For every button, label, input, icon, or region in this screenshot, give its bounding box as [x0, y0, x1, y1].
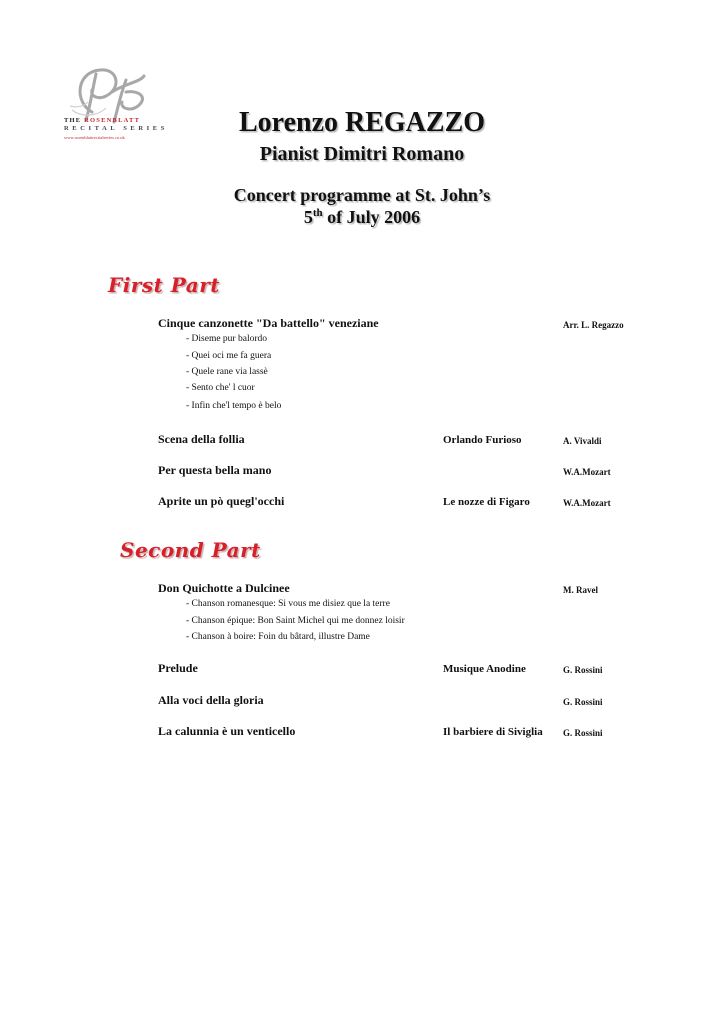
composer: G. Rossini — [563, 665, 603, 675]
composer: W.A.Mozart — [563, 498, 611, 508]
composer: M. Ravel — [563, 585, 598, 595]
first-part-heading: First Part — [108, 273, 221, 297]
concert-date: 5th of July 2006 — [303, 207, 421, 227]
song-subitem: - Infin che'l tempo è belo — [186, 401, 282, 411]
logo-text-recital-series: RECITAL SERIES — [64, 125, 168, 132]
opera-title: Musique Anodine — [443, 663, 526, 675]
composer: W.A.Mozart — [563, 467, 611, 477]
song-subitem: - Sento che' l cuor — [186, 383, 255, 393]
page-subtitle: Pianist Dimitri Romano — [259, 143, 465, 165]
work-title: Alla voci della gloria — [158, 693, 264, 707]
work-title: Aprite un pò quegl'occhi — [158, 494, 285, 508]
composer: G. Rossini — [563, 697, 603, 707]
logo-url: www.rosenblattrecitalseries.co.uk — [64, 135, 125, 140]
work-title: La calunnia è un venticello — [158, 724, 296, 738]
opera-title: Il barbiere di Siviglia — [443, 726, 543, 738]
song-subitem: - Quele rane via lassè — [186, 367, 268, 377]
work-title: Don Quichotte a Dulcinee — [158, 581, 290, 595]
opera-title: Le nozze di Figaro — [443, 496, 530, 508]
song-subitem: - Diseme pur balordo — [186, 334, 267, 344]
composer: Arr. L. Regazzo — [563, 320, 624, 330]
work-title: Per questa bella mano — [158, 463, 272, 477]
song-subitem: - Quei oci me fa guera — [186, 351, 272, 361]
page-title: Lorenzo REGAZZO — [238, 107, 486, 138]
composer: A. Vivaldi — [563, 436, 602, 446]
opera-title: Orlando Furioso — [443, 434, 522, 446]
song-subitem: - Chanson épique: Bon Saint Michel qui me donnez loisir — [186, 616, 405, 626]
work-title: Prelude — [158, 661, 198, 675]
logo-text-the: THE ROSENBLATT — [64, 117, 141, 124]
work-title: Scena della follia — [158, 432, 245, 446]
song-subitem: - Chanson romanesque: Si vous me disiez que la terre — [186, 599, 390, 609]
song-subitem: - Chanson à boire: Foin du bâtard, illustre Dame — [186, 632, 370, 642]
composer: G. Rossini — [563, 728, 603, 738]
concert-line: Concert programme at St. John’s — [233, 185, 491, 205]
work-title: Cinque canzonette "Da battello" veneziane — [158, 316, 379, 330]
second-part-heading: Second Part — [120, 538, 261, 562]
